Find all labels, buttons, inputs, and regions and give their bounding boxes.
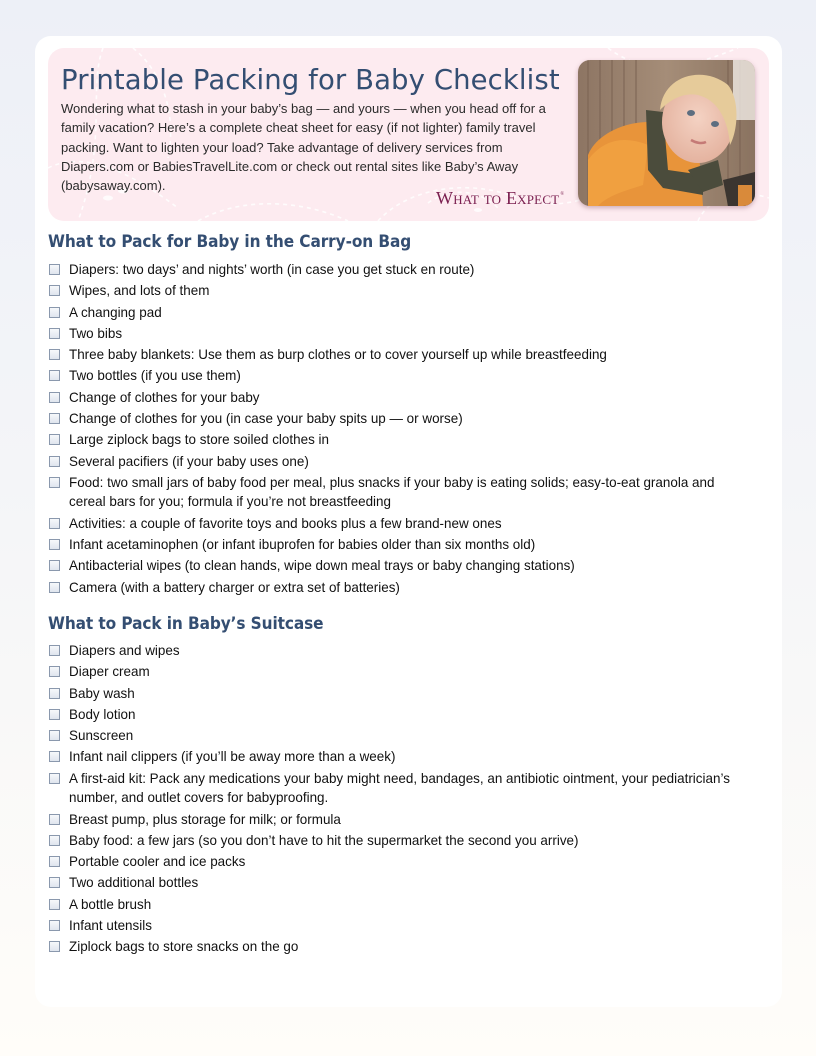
checklist-card — [35, 36, 782, 1007]
intro-paragraph: Wondering what to stash in your baby’s bag — and yours — when you head off for a family vacation? Here’s a complete cheat sheet for easy (if not lighter) family travel packing. Want to lighten your load? Take advantage of delivery services from Diapers.com or BabiesTravelLite.com or check out rental sites like Baby’s Away (babysaway.com). — [61, 101, 546, 194]
item-label: Two bottles (if you use them) — [69, 367, 241, 384]
item-label: Portable cooler and ice packs — [69, 853, 246, 870]
checklist-item[interactable] — [48, 324, 768, 344]
checkbox[interactable] — [49, 941, 60, 952]
checkbox[interactable] — [49, 582, 60, 593]
checklist-item[interactable] — [48, 641, 768, 661]
checkbox[interactable] — [49, 730, 60, 741]
suitcase-checklist — [48, 641, 768, 959]
item-label: Food: two small jars of baby food per meal, plus snacks if your baby is eating solids; easy-to-eat granola and cereal bars for you; formula if you’re not breastfeeding — [69, 473, 715, 510]
checkbox[interactable] — [49, 773, 60, 784]
item-label: Diapers: two days’ and nights’ worth (in case you get stuck en route) — [69, 261, 475, 277]
checkbox[interactable] — [49, 688, 60, 699]
item-label: Infant nail clippers (if you’ll be away more than a week) — [69, 748, 396, 765]
item-label: Diaper cream — [69, 663, 150, 680]
checkbox[interactable] — [49, 285, 60, 296]
checklist-item[interactable] — [48, 916, 768, 936]
checkbox[interactable] — [49, 264, 60, 275]
registered-mark: ® — [560, 192, 565, 197]
item-label: Diapers and wipes — [69, 642, 180, 658]
checklist-item[interactable] — [48, 726, 768, 746]
checklist-item[interactable] — [48, 705, 768, 725]
item-label: Three baby blankets: Use them as burp clothes or to cover yourself up while breastfeeding — [69, 346, 607, 363]
item-label: Wipes, and lots of them — [69, 282, 210, 299]
checkbox[interactable] — [49, 477, 60, 488]
header-banner — [48, 48, 769, 221]
item-label: Several pacifiers (if your baby uses one) — [69, 452, 309, 469]
checkbox[interactable] — [49, 456, 60, 467]
item-label: Baby food: a few jars (so you don’t have to hit the supermarket the second you arrive) — [69, 831, 579, 848]
checklist-item[interactable] — [48, 937, 768, 957]
carry-on-checklist — [48, 260, 768, 599]
item-label: A bottle brush — [69, 895, 152, 912]
checkbox[interactable] — [49, 814, 60, 825]
checkbox[interactable] — [49, 349, 60, 360]
checklist-item[interactable] — [48, 452, 768, 472]
section-title-suitcase: What to Pack in Baby’s Suitcase — [48, 614, 324, 633]
checklist-item[interactable] — [48, 747, 768, 767]
toddler-photo-illustration — [578, 60, 755, 206]
item-label: Sunscreen — [69, 727, 134, 744]
checkbox[interactable] — [49, 392, 60, 403]
checklist-item[interactable] — [48, 578, 768, 598]
checkbox[interactable] — [49, 856, 60, 867]
checklist-item[interactable] — [48, 366, 768, 386]
checklist-item[interactable] — [48, 810, 768, 830]
brand-logo — [436, 188, 564, 209]
item-label: Two additional bottles — [69, 874, 199, 891]
checkbox[interactable] — [49, 835, 60, 846]
checklist-item[interactable] — [48, 684, 768, 704]
item-label: A changing pad — [69, 303, 162, 320]
item-label: Infant acetaminophen (or infant ibuprofen for babies older than six months old) — [69, 536, 536, 553]
checkbox[interactable] — [49, 539, 60, 550]
item-label: Breast pump, plus storage for milk; or formula — [69, 810, 341, 827]
item-label: Large ziplock bags to store soiled clothes in — [69, 431, 329, 448]
checklist-item[interactable] — [48, 409, 768, 429]
checkbox[interactable] — [49, 920, 60, 931]
toddler-photo — [578, 60, 755, 206]
item-label: Activities: a couple of favorite toys and books plus a few brand-new ones — [69, 514, 502, 531]
checkbox[interactable] — [49, 518, 60, 529]
item-label: Change of clothes for you (in case your baby spits up — or worse) — [69, 410, 463, 427]
item-label: Infant utensils — [69, 917, 152, 934]
checkbox[interactable] — [49, 666, 60, 677]
checklist-item[interactable] — [48, 769, 768, 808]
item-label: Baby wash — [69, 684, 135, 701]
checklist-item[interactable] — [48, 662, 768, 682]
checklist-item[interactable] — [48, 831, 768, 851]
item-label: Change of clothes for your baby — [69, 388, 260, 405]
item-label: Two bibs — [69, 324, 123, 341]
checklist-item[interactable] — [48, 303, 768, 323]
checklist-item[interactable] — [48, 514, 768, 534]
item-label: Antibacterial wipes (to clean hands, wipe down meal trays or baby changing stations) — [69, 557, 575, 574]
checkbox[interactable] — [49, 751, 60, 762]
checklist-item[interactable] — [48, 473, 768, 512]
page-title: Printable Packing for Baby Checklist — [61, 64, 560, 96]
item-label: Camera (with a battery charger or extra set of batteries) — [69, 578, 400, 595]
checklist-item[interactable] — [48, 535, 768, 555]
checkbox[interactable] — [49, 307, 60, 318]
checklist-item[interactable] — [48, 388, 768, 408]
checklist-item[interactable] — [48, 260, 768, 280]
checkbox[interactable] — [49, 328, 60, 339]
checklist-item[interactable] — [48, 852, 768, 872]
checkbox[interactable] — [49, 877, 60, 888]
checklist-item[interactable] — [48, 873, 768, 893]
item-label: Body lotion — [69, 705, 136, 722]
checklist-item[interactable] — [48, 895, 768, 915]
checkbox[interactable] — [49, 709, 60, 720]
item-label: Ziplock bags to store snacks on the go — [69, 938, 299, 955]
checkbox[interactable] — [49, 370, 60, 381]
section-title-carry-on: What to Pack for Baby in the Carry-on Bag — [48, 232, 412, 251]
brand-name: What to Expect — [436, 188, 560, 208]
checklist-item[interactable] — [48, 430, 768, 450]
checkbox[interactable] — [49, 645, 60, 656]
checkbox[interactable] — [49, 899, 60, 910]
checkbox[interactable] — [49, 560, 60, 571]
checkbox[interactable] — [49, 434, 60, 445]
checklist-item[interactable] — [48, 281, 768, 301]
checklist-item[interactable] — [48, 345, 768, 365]
checklist-item[interactable] — [48, 556, 768, 576]
item-label: A first-aid kit: Pack any medications your baby might need, bandages, an antibiotic ointment, your pediatrician’s number, and outlet covers for babyproofing. — [69, 769, 730, 806]
checkbox[interactable] — [49, 413, 60, 424]
